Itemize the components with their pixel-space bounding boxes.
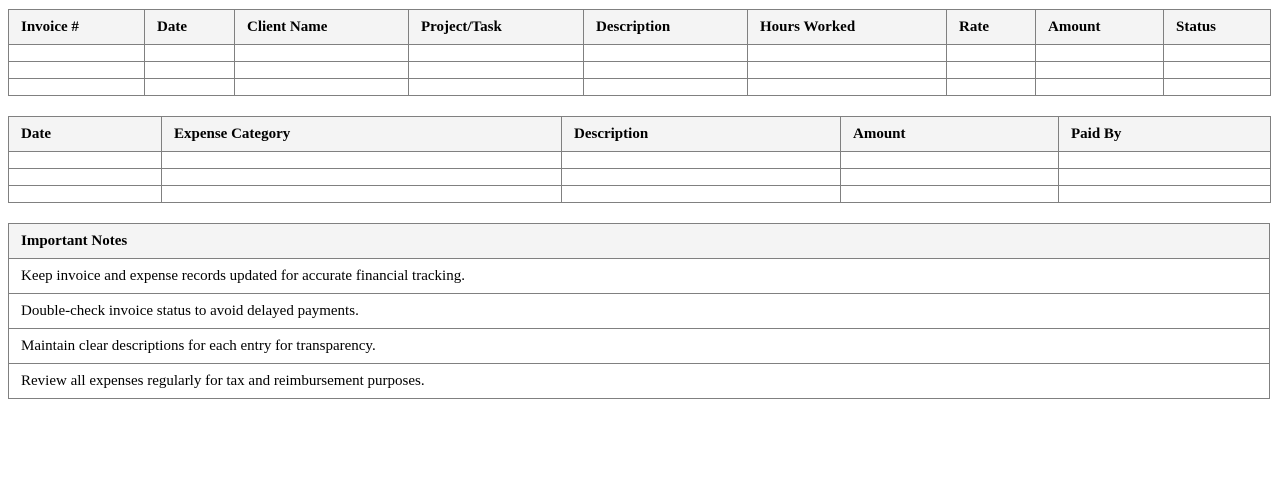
table-row bbox=[9, 152, 1271, 169]
invoice-cell bbox=[145, 45, 235, 62]
invoice-cell bbox=[1164, 79, 1271, 96]
expense-cell bbox=[841, 186, 1059, 203]
invoice-col-header: Description bbox=[584, 10, 748, 45]
invoice-cell bbox=[748, 62, 947, 79]
invoice-cell bbox=[947, 79, 1036, 96]
expense-cell bbox=[1059, 169, 1271, 186]
expense-col-header: Date bbox=[9, 117, 162, 152]
table-row bbox=[9, 186, 1271, 203]
invoice-cell bbox=[748, 79, 947, 96]
expense-col-header: Expense Category bbox=[162, 117, 562, 152]
notes-heading: Important Notes bbox=[9, 224, 1270, 259]
invoice-cell bbox=[409, 79, 584, 96]
expense-col-header: Amount bbox=[841, 117, 1059, 152]
invoice-cell bbox=[9, 79, 145, 96]
invoice-cell bbox=[1036, 79, 1164, 96]
invoice-cell bbox=[584, 45, 748, 62]
expense-cell bbox=[1059, 152, 1271, 169]
table-row bbox=[9, 169, 1271, 186]
expense-header-row bbox=[9, 117, 1271, 152]
invoice-cell bbox=[235, 79, 409, 96]
expense-cell bbox=[162, 186, 562, 203]
invoice-cell bbox=[9, 45, 145, 62]
invoice-cell bbox=[409, 45, 584, 62]
invoice-cell bbox=[584, 62, 748, 79]
expense-cell bbox=[9, 169, 162, 186]
note-text: Keep invoice and expense records updated for accurate financial tracking. bbox=[9, 259, 1270, 294]
invoice-col-header: Amount bbox=[1036, 10, 1164, 45]
notes-table bbox=[8, 223, 1270, 399]
expense-cell bbox=[841, 169, 1059, 186]
invoice-cell bbox=[235, 62, 409, 79]
expense-cell bbox=[162, 152, 562, 169]
list-item bbox=[9, 259, 1270, 294]
invoice-cell bbox=[9, 62, 145, 79]
invoice-cell bbox=[235, 45, 409, 62]
invoice-cell bbox=[1036, 45, 1164, 62]
invoice-col-header: Date bbox=[145, 10, 235, 45]
expense-col-header: Description bbox=[562, 117, 841, 152]
expense-cell bbox=[562, 169, 841, 186]
expense-cell bbox=[562, 186, 841, 203]
expense-cell bbox=[9, 152, 162, 169]
list-item bbox=[9, 329, 1270, 364]
notes-header-row bbox=[9, 224, 1270, 259]
list-item bbox=[9, 364, 1270, 399]
invoice-col-header: Status bbox=[1164, 10, 1271, 45]
invoice-cell bbox=[1036, 62, 1164, 79]
invoice-cell bbox=[1164, 45, 1271, 62]
note-text: Review all expenses regularly for tax and reimbursement purposes. bbox=[9, 364, 1270, 399]
invoice-col-header: Invoice # bbox=[9, 10, 145, 45]
table-row bbox=[9, 62, 1271, 79]
invoice-cell bbox=[145, 62, 235, 79]
invoice-col-header: Rate bbox=[947, 10, 1036, 45]
invoice-col-header: Client Name bbox=[235, 10, 409, 45]
note-text: Maintain clear descriptions for each entry for transparency. bbox=[9, 329, 1270, 364]
invoice-col-header: Project/Task bbox=[409, 10, 584, 45]
table-row bbox=[9, 45, 1271, 62]
expense-cell bbox=[562, 152, 841, 169]
invoice-cell bbox=[584, 79, 748, 96]
invoice-cell bbox=[748, 45, 947, 62]
invoice-cell bbox=[947, 45, 1036, 62]
expense-cell bbox=[9, 186, 162, 203]
invoice-cell bbox=[409, 62, 584, 79]
expense-cell bbox=[1059, 186, 1271, 203]
note-text: Double-check invoice status to avoid delayed payments. bbox=[9, 294, 1270, 329]
table-row bbox=[9, 79, 1271, 96]
invoice-table bbox=[8, 9, 1271, 96]
invoice-header-row bbox=[9, 10, 1271, 45]
invoice-cell bbox=[947, 62, 1036, 79]
invoice-cell bbox=[1164, 62, 1271, 79]
expense-col-header: Paid By bbox=[1059, 117, 1271, 152]
invoice-cell bbox=[145, 79, 235, 96]
list-item bbox=[9, 294, 1270, 329]
expense-cell bbox=[841, 152, 1059, 169]
expense-table bbox=[8, 116, 1271, 203]
expense-cell bbox=[162, 169, 562, 186]
invoice-col-header: Hours Worked bbox=[748, 10, 947, 45]
